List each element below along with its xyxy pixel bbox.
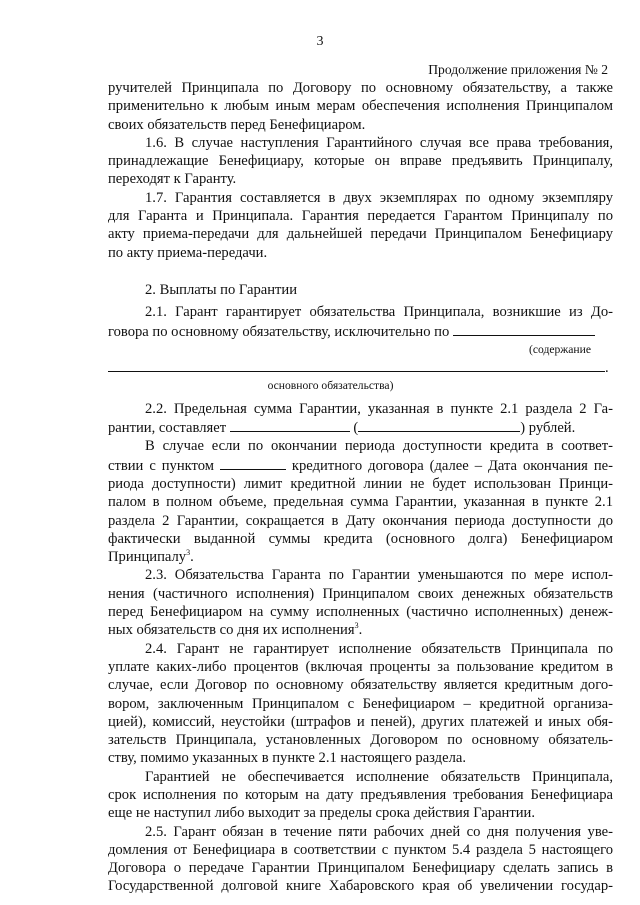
paragraph-2-1 [108,303,613,395]
text-segment: . [358,622,363,639]
paragraph-2-4-exclusion [108,768,613,823]
text-segment: кредитного договора (далее – Дата окончания пе- [291,457,613,474]
paragraph-2-4 [108,640,613,768]
text-line [108,621,613,639]
text-line: вором, заключенным Принципалом с Бенефициаром – кредитной организа- [108,695,613,712]
section-2-heading: 2. Выплаты по Гарантии [145,281,298,298]
text-line: раздела 2 Гарантии, сокращается в Дату окончания периода доступности до [108,512,613,529]
paragraph-2-2-availability [108,437,613,566]
blank-fill-line [220,456,286,470]
text-line: домления от Бенефициара в соответствии с пунктом 5.4 раздела 5 настоящего [108,841,613,858]
text-line: 1.7. Гарантия составляется в двух экземплярах по одному экземпляру [145,189,613,206]
text-line: 2.4. Гарант не гарантирует исполнение обязательств Принципала по [145,640,613,657]
paragraph-1-6 [108,134,613,189]
text-line: 1.6. В случае наступления Гарантийного случая все права требования, [145,134,613,151]
field-hint-content: (содержание [528,342,591,356]
field-hint [108,341,613,359]
text-line: риода доступности) лимит кредитной линии не будет использован Принци- [108,475,613,492]
text-segment: Принципалу [108,549,187,566]
text-segment: рантии, составляет [108,420,227,437]
paragraph-2-2 [108,400,613,438]
blank-fill-line [358,418,520,432]
text-segment: ( [353,420,359,437]
text-line: применительно к любым иным мерам обеспечения исполнения Принципалом [108,98,613,115]
text-line [108,418,613,437]
text-line: 2.2. Предельная сумма Гарантии, указанная в пункте 2.1 раздела 2 Га- [145,400,613,417]
text-segment: . [605,360,609,377]
paragraph-1-7 [108,189,613,262]
text-line: Договора о передаче Гарантии Принципалом Бенефициару сделать запись в [108,860,613,877]
blank-fill-line [230,418,350,432]
footnote-ref: 3 [186,548,191,558]
text-line: по акту приема-передачи. [108,244,268,261]
blank-fill-line [453,322,595,336]
text-line: случае, если Договор по основному обязательству является кредитным дого- [108,677,613,694]
text-line: принадлежащие Бенефициару, которые он вправе предъявить Принципалу, [108,153,613,170]
text-line: переходят к Гаранту. [108,171,237,188]
text-segment: говора по основному обязательству, исключительно по [108,323,450,340]
text-line: В случае если по окончании периода доступности кредита в соответ- [145,438,613,455]
text-line [108,322,613,341]
page-number: 3 [316,34,324,49]
text-segment: . [190,549,194,566]
text-line [108,456,613,475]
text-line: для Гаранта и Принципала. Гарантия передается Гарантом Принципалу по [108,208,613,225]
text-line: уплате каких-либо процентов (включая проценты за пользование кредитом в [108,658,613,675]
text-line: 2.5. Гарант обязан в течение пяти рабочих дней со дня получения уве- [145,823,613,840]
text-line: фактически выданной суммы кредита (основного долга) Бенефициаром [108,530,613,547]
text-line: палом в полном объеме, предельная сумма Гарантии, указанная в пункте 2.1 [108,494,613,511]
text-line: Государственной долговой книге Хабаровского края об увеличении государ- [108,878,613,895]
text-line: еще не наступил либо выходит за пределы срока действия Гарантии. [108,805,536,822]
field-hint-obligation: основного обязательства) [267,379,394,393]
footnote-ref: 3 [354,621,359,631]
text-segment: ствии с пунктом [108,457,214,474]
text-segment: ) рублей. [520,420,576,437]
text-segment: ных обязательств со дня их исполнения [108,622,355,639]
field-hint [108,377,613,395]
paragraph-2-3 [108,566,613,639]
text-line: срок исполнения по которым на дату предъявления требования Бенефициара [108,786,613,803]
blank-fill-line [108,359,605,372]
text-line: ству, помимо указанных в пункте 2.1 настоящего раздела. [108,750,466,767]
text-line: зательств Принципала, установленных Договором по основному обязатель- [108,732,613,749]
text-line: своих обязательств перед Бенефициаром. [108,116,366,133]
paragraph-2-5 [108,823,613,896]
text-line: 2.3. Обязательства Гаранта по Гарантии уменьшаются по мере испол- [145,567,613,584]
text-line: ручителей Принципала по Договору по основному обязательству, а также [108,80,613,96]
text-line [108,548,613,566]
document-body [108,79,613,896]
text-line: акту приема-передачи для дальнейшей передачи Принципалом Бенефициару [108,226,613,243]
text-line: нения (частичного исполнения) Принципалом своих денежных обязательств [108,585,613,602]
appendix-continuation-label: Продолжение приложения № 2 [428,62,608,77]
text-line: перед Бенефициаром на сумму исполненных (частично исполненных) денеж- [108,604,613,621]
text-line: 2.1. Гарант гарантирует обязательства Принципала, возникшие из До- [145,304,613,321]
text-line [108,359,613,377]
paragraph-intro [108,79,613,134]
text-line: Гарантией не обеспечивается исполнение обязательств Принципала, [145,768,613,785]
text-line: цией), комиссий, неустойки (штрафов и пеней), других платежей и иных обя- [108,713,613,730]
